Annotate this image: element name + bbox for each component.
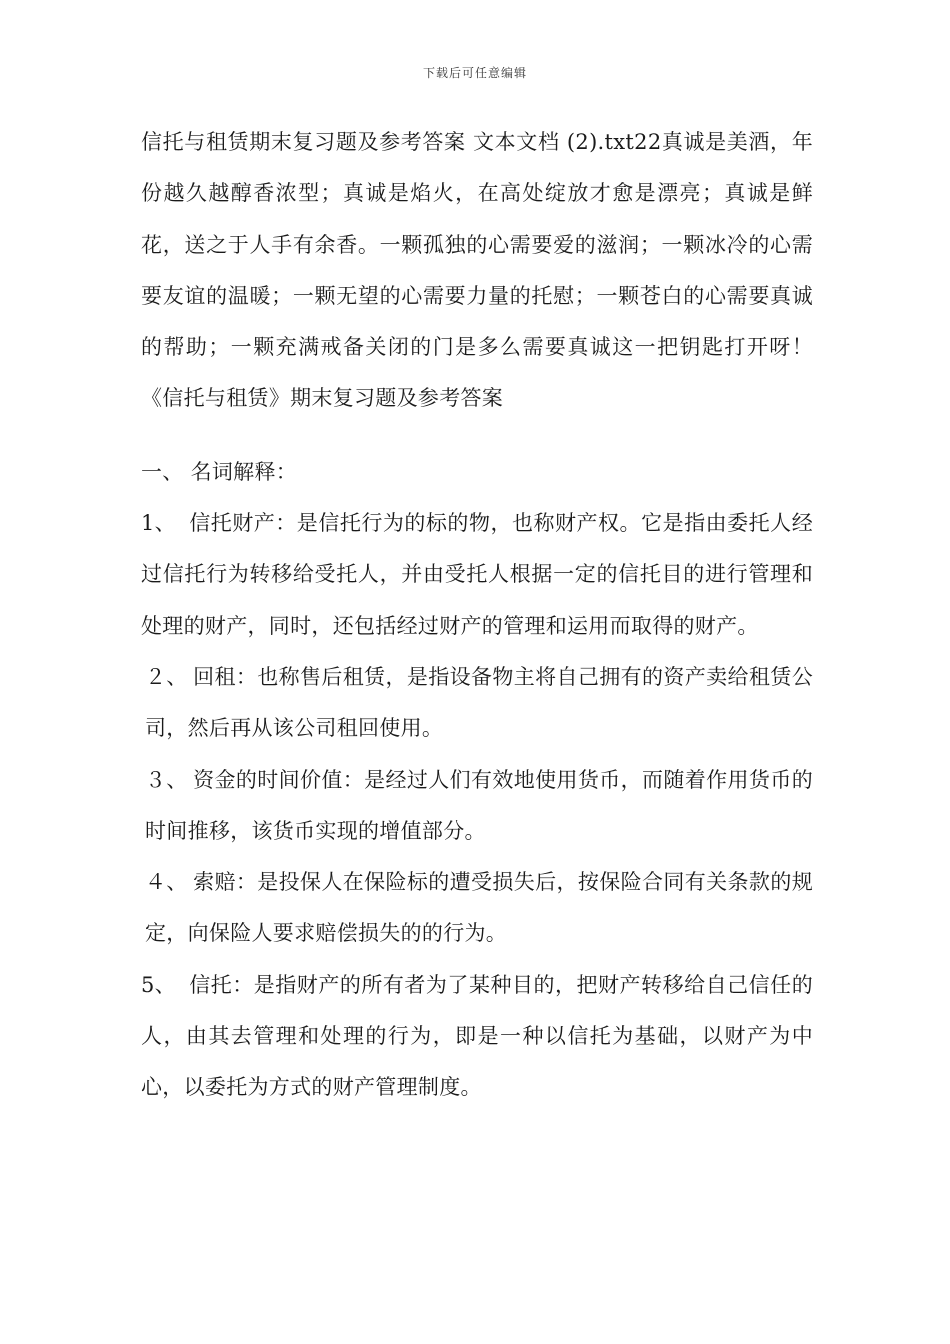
item-number: ３、 (145, 767, 188, 792)
paragraph-spacer (141, 425, 813, 447)
section-heading: 一、 名词解释： (141, 459, 298, 484)
item-text: 信托：是指财产的所有者为了某种目的，把财产转移给自己信任的人，由其去管理和处理的行为，即是一种以信托为基础，以财产为中心，以委托为方式的财产管理制度。 (141, 972, 813, 1100)
definition-item-3 (141, 755, 813, 858)
item-number: ４、 (145, 870, 188, 895)
item-text: 资金的时间价值：是经过人们有效地使用货币，而随着作用货币的时间推移，该货币实现的增值部分。 (145, 767, 813, 843)
definition-item-5 (141, 960, 813, 1114)
definition-item-1 (141, 498, 813, 652)
definition-item-2 (141, 652, 813, 755)
item-number: 1、 (141, 511, 176, 536)
document-body (141, 117, 813, 1114)
item-text: 索赔：是投保人在保险标的遭受损失后，按保险合同有关条款的规定，向保险人要求赔偿损失的的行为。 (145, 870, 813, 946)
item-number: 5、 (141, 972, 176, 997)
item-number: ２、 (145, 664, 188, 689)
definition-item-4 (141, 857, 813, 960)
item-text: 信托财产：是信托行为的标的物，也称财产权。它是指由委托人经过信托行为转移给受托人，并由受托人根据一定的信托目的进行管理和处理的财产，同时，还包括经过财产的管理和运用而取得的财产。 (141, 511, 813, 638)
page-header: 下载后可任意编辑 (422, 66, 527, 80)
intro-paragraph: 信托与租赁期末复习题及参考答案 文本文档 (2).txt22真诚是美酒，年份越久越醇香浓型；真诚是焰火，在高处绽放才愈是漂亮；真诚是鲜花，送之于人手有余香。一颗孤独的心需要爱的滋润；一颗冰冷的心需要友谊的温暖；一颗无望的心需要力量的托慰；一颗苍白的心需要真诚的帮助；一颗充满戒备关闭的门是多么需要真诚这一把钥匙打开呀！ 《信托与租赁》期末复习题及参考答案 (141, 130, 813, 411)
item-text: 回租：也称售后租赁，是指设备物主将自己拥有的资产卖给租赁公司，然后再从该公司租回使用。 (145, 664, 813, 741)
